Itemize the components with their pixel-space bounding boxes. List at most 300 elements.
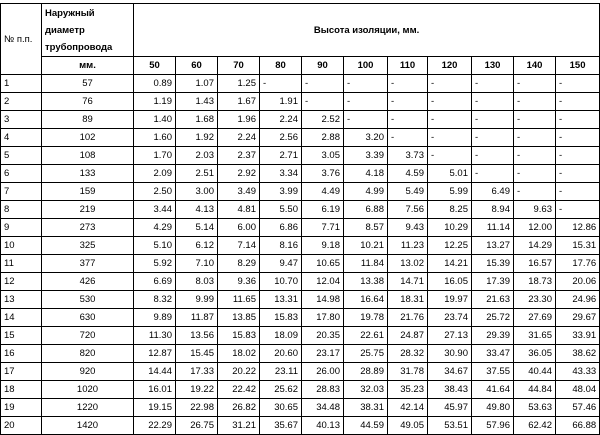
value-cell: - [556, 111, 600, 129]
value-cell: 27.69 [514, 309, 556, 327]
value-cell: 5.92 [134, 255, 176, 273]
value-cell: 30.65 [260, 399, 302, 417]
value-cell: 2.03 [176, 147, 218, 165]
value-cell: - [514, 147, 556, 165]
value-cell: 42.14 [388, 399, 428, 417]
value-cell: 4.29 [134, 219, 176, 237]
value-cell: 22.42 [218, 381, 260, 399]
value-cell: - [344, 93, 388, 111]
value-cell: 26.75 [176, 417, 218, 435]
value-cell: 19.97 [428, 291, 472, 309]
row-number: 9 [1, 219, 42, 237]
table-row [1, 183, 600, 201]
value-cell: 11.30 [134, 327, 176, 345]
row-number: 15 [1, 327, 42, 345]
value-cell: 23.74 [428, 309, 472, 327]
value-cell: 41.64 [472, 381, 514, 399]
value-cell: 57.46 [556, 399, 600, 417]
value-cell: 16.57 [514, 255, 556, 273]
row-number: 7 [1, 183, 42, 201]
value-cell: 37.55 [472, 363, 514, 381]
value-cell: - [556, 93, 600, 111]
value-cell: 1.25 [218, 75, 260, 93]
value-cell: 6.19 [302, 201, 344, 219]
value-cell: 3.49 [218, 183, 260, 201]
value-cell: 21.63 [472, 291, 514, 309]
value-cell: 4.18 [344, 165, 388, 183]
value-cell: 6.12 [176, 237, 218, 255]
header-row-units [1, 57, 600, 75]
height-col-header: 120 [428, 57, 472, 75]
diameter-header [42, 4, 134, 57]
value-cell: 2.09 [134, 165, 176, 183]
value-cell: 2.88 [302, 129, 344, 147]
height-col-header: 100 [344, 57, 388, 75]
pipe-diameter: 325 [42, 237, 134, 255]
value-cell: 1.60 [134, 129, 176, 147]
value-cell: 30.90 [428, 345, 472, 363]
value-cell: 43.33 [556, 363, 600, 381]
value-cell: 31.78 [388, 363, 428, 381]
value-cell: 6.49 [472, 183, 514, 201]
table-row [1, 165, 600, 183]
value-cell: - [556, 183, 600, 201]
value-cell: 28.89 [344, 363, 388, 381]
table-row [1, 399, 600, 417]
value-cell: 44.59 [344, 417, 388, 435]
height-col-header: 150 [556, 57, 600, 75]
row-number: 4 [1, 129, 42, 147]
height-col-header: 130 [472, 57, 514, 75]
value-cell: 25.75 [344, 345, 388, 363]
value-cell: 22.98 [176, 399, 218, 417]
value-cell: 11.87 [176, 309, 218, 327]
value-cell: 40.44 [514, 363, 556, 381]
row-number: 12 [1, 273, 42, 291]
value-cell: 15.83 [218, 327, 260, 345]
value-cell: 18.73 [514, 273, 556, 291]
value-cell: 7.71 [302, 219, 344, 237]
value-cell: 5.10 [134, 237, 176, 255]
value-cell: 13.38 [344, 273, 388, 291]
value-cell: 8.25 [428, 201, 472, 219]
value-cell: 1.43 [176, 93, 218, 111]
value-cell: 8.29 [218, 255, 260, 273]
pipe-diameter: 530 [42, 291, 134, 309]
value-cell: 5.01 [428, 165, 472, 183]
value-cell: 10.29 [428, 219, 472, 237]
table-row [1, 291, 600, 309]
row-number: 2 [1, 93, 42, 111]
value-cell: 25.62 [260, 381, 302, 399]
table-row [1, 345, 600, 363]
pipe-diameter: 920 [42, 363, 134, 381]
value-cell: 12.87 [134, 345, 176, 363]
row-number: 10 [1, 237, 42, 255]
value-cell: - [472, 129, 514, 147]
height-col-header: 110 [388, 57, 428, 75]
value-cell: 32.03 [344, 381, 388, 399]
value-cell: - [472, 75, 514, 93]
pipe-diameter: 102 [42, 129, 134, 147]
value-cell: - [514, 111, 556, 129]
value-cell: 31.65 [514, 327, 556, 345]
value-cell: 1.96 [218, 111, 260, 129]
value-cell: - [472, 147, 514, 165]
row-number: 5 [1, 147, 42, 165]
value-cell: 62.42 [514, 417, 556, 435]
height-col-header: 70 [218, 57, 260, 75]
value-cell: 8.94 [472, 201, 514, 219]
pipe-diameter: 820 [42, 345, 134, 363]
value-cell: 9.47 [260, 255, 302, 273]
value-cell: 2.50 [134, 183, 176, 201]
value-cell: - [556, 165, 600, 183]
value-cell: 2.37 [218, 147, 260, 165]
pipe-diameter: 89 [42, 111, 134, 129]
value-cell: - [428, 75, 472, 93]
value-cell: 11.65 [218, 291, 260, 309]
value-cell: 3.44 [134, 201, 176, 219]
value-cell: 16.01 [134, 381, 176, 399]
pipe-diameter: 426 [42, 273, 134, 291]
value-cell: 53.63 [514, 399, 556, 417]
value-cell: - [514, 183, 556, 201]
value-cell: 24.96 [556, 291, 600, 309]
value-cell: - [514, 93, 556, 111]
value-cell: - [388, 111, 428, 129]
value-cell: 35.23 [388, 381, 428, 399]
pipe-diameter: 377 [42, 255, 134, 273]
num-header: № п.п. [1, 4, 42, 75]
table-row [1, 129, 600, 147]
value-cell: - [344, 75, 388, 93]
value-cell: 10.70 [260, 273, 302, 291]
value-cell: - [514, 75, 556, 93]
value-cell: 24.87 [388, 327, 428, 345]
value-cell: 17.80 [302, 309, 344, 327]
value-cell: 14.21 [428, 255, 472, 273]
value-cell: 66.88 [556, 417, 600, 435]
value-cell: 1.19 [134, 93, 176, 111]
value-cell: 3.76 [302, 165, 344, 183]
pipe-diameter: 159 [42, 183, 134, 201]
value-cell: 36.05 [514, 345, 556, 363]
value-cell: 29.67 [556, 309, 600, 327]
value-cell: 25.72 [472, 309, 514, 327]
pipe-diameter: 630 [42, 309, 134, 327]
value-cell: 16.64 [344, 291, 388, 309]
value-cell: 9.89 [134, 309, 176, 327]
row-number: 20 [1, 417, 42, 435]
value-cell: 17.76 [556, 255, 600, 273]
value-cell: 35.67 [260, 417, 302, 435]
value-cell: 6.00 [218, 219, 260, 237]
pipe-diameter: 133 [42, 165, 134, 183]
value-cell: 23.11 [260, 363, 302, 381]
value-cell: - [428, 93, 472, 111]
table-row [1, 111, 600, 129]
value-cell: 3.05 [302, 147, 344, 165]
pipe-diameter: 273 [42, 219, 134, 237]
value-cell: 2.92 [218, 165, 260, 183]
value-cell: 21.76 [388, 309, 428, 327]
value-cell: 15.39 [472, 255, 514, 273]
value-cell: - [302, 93, 344, 111]
row-number: 17 [1, 363, 42, 381]
value-cell: 17.33 [176, 363, 218, 381]
value-cell: 28.32 [388, 345, 428, 363]
value-cell: 44.84 [514, 381, 556, 399]
row-number: 16 [1, 345, 42, 363]
value-cell: 11.23 [388, 237, 428, 255]
value-cell: 4.59 [388, 165, 428, 183]
value-cell: 20.22 [218, 363, 260, 381]
value-cell: 4.99 [344, 183, 388, 201]
value-cell: 7.14 [218, 237, 260, 255]
value-cell: 22.61 [344, 327, 388, 345]
value-cell: - [428, 147, 472, 165]
value-cell: 48.04 [556, 381, 600, 399]
value-cell: 18.09 [260, 327, 302, 345]
row-number: 1 [1, 75, 42, 93]
value-cell: - [514, 129, 556, 147]
value-cell: 38.43 [428, 381, 472, 399]
value-cell: 6.86 [260, 219, 302, 237]
value-cell: 15.31 [556, 237, 600, 255]
value-cell: 12.04 [302, 273, 344, 291]
value-cell: 1.07 [176, 75, 218, 93]
pipe-diameter: 720 [42, 327, 134, 345]
value-cell: 2.56 [260, 129, 302, 147]
value-cell: 13.27 [472, 237, 514, 255]
value-cell: 12.25 [428, 237, 472, 255]
value-cell: 26.00 [302, 363, 344, 381]
row-number: 6 [1, 165, 42, 183]
diameter-header-line-3: трубопровода [45, 41, 113, 53]
insulation-table [0, 3, 600, 435]
value-cell: 10.65 [302, 255, 344, 273]
value-cell: 38.62 [556, 345, 600, 363]
value-cell: 38.31 [344, 399, 388, 417]
value-cell: 15.45 [176, 345, 218, 363]
value-cell: 18.02 [218, 345, 260, 363]
value-cell: - [472, 165, 514, 183]
value-cell: 1.92 [176, 129, 218, 147]
row-number: 11 [1, 255, 42, 273]
table-row [1, 417, 600, 435]
table-row [1, 93, 600, 111]
row-number: 14 [1, 309, 42, 327]
height-col-header: 60 [176, 57, 218, 75]
value-cell: 4.49 [302, 183, 344, 201]
value-cell: - [556, 147, 600, 165]
value-cell: 57.96 [472, 417, 514, 435]
value-cell: 9.63 [514, 201, 556, 219]
value-cell: 8.32 [134, 291, 176, 309]
value-cell: 13.31 [260, 291, 302, 309]
value-cell: 11.14 [472, 219, 514, 237]
table-row [1, 201, 600, 219]
value-cell: 14.71 [388, 273, 428, 291]
value-cell: 8.03 [176, 273, 218, 291]
diameter-header-line-1: Наружный [45, 7, 95, 19]
value-cell: 1.67 [218, 93, 260, 111]
table-row [1, 273, 600, 291]
value-cell: 33.91 [556, 327, 600, 345]
value-cell: 13.85 [218, 309, 260, 327]
table-row [1, 255, 600, 273]
value-cell: - [428, 111, 472, 129]
value-cell: 9.36 [218, 273, 260, 291]
row-number: 13 [1, 291, 42, 309]
value-cell: - [388, 75, 428, 93]
pipe-diameter: 1220 [42, 399, 134, 417]
unit-header: мм. [42, 57, 134, 75]
row-number: 3 [1, 111, 42, 129]
value-cell: 1.70 [134, 147, 176, 165]
header-row-main [1, 4, 600, 57]
value-cell: 5.49 [388, 183, 428, 201]
value-cell: 29.39 [472, 327, 514, 345]
table-row [1, 309, 600, 327]
height-col-header: 140 [514, 57, 556, 75]
value-cell: 17.39 [472, 273, 514, 291]
value-cell: 3.20 [344, 129, 388, 147]
value-cell: 3.99 [260, 183, 302, 201]
value-cell: 5.14 [176, 219, 218, 237]
value-cell: 3.00 [176, 183, 218, 201]
value-cell: - [260, 75, 302, 93]
value-cell: 28.83 [302, 381, 344, 399]
value-cell: 19.78 [344, 309, 388, 327]
value-cell: 33.47 [472, 345, 514, 363]
table-row [1, 75, 600, 93]
table-row [1, 237, 600, 255]
value-cell: - [302, 75, 344, 93]
value-cell: 14.98 [302, 291, 344, 309]
value-cell: 14.29 [514, 237, 556, 255]
value-cell: 22.29 [134, 417, 176, 435]
value-cell: 2.24 [260, 111, 302, 129]
value-cell: 3.73 [388, 147, 428, 165]
value-cell: 9.43 [388, 219, 428, 237]
value-cell: 26.82 [218, 399, 260, 417]
value-cell: 2.71 [260, 147, 302, 165]
pipe-diameter: 57 [42, 75, 134, 93]
value-cell: 8.57 [344, 219, 388, 237]
table-row [1, 219, 600, 237]
value-cell: - [472, 93, 514, 111]
value-cell: 45.97 [428, 399, 472, 417]
value-cell: 6.88 [344, 201, 388, 219]
value-cell: 16.05 [428, 273, 472, 291]
value-cell: 13.56 [176, 327, 218, 345]
value-cell: 31.21 [218, 417, 260, 435]
value-cell: 2.51 [176, 165, 218, 183]
height-col-header: 90 [302, 57, 344, 75]
pipe-diameter: 108 [42, 147, 134, 165]
value-cell: 19.22 [176, 381, 218, 399]
value-cell: - [388, 129, 428, 147]
value-cell: 11.84 [344, 255, 388, 273]
value-cell: - [428, 129, 472, 147]
row-number: 18 [1, 381, 42, 399]
pipe-diameter: 219 [42, 201, 134, 219]
table-row [1, 147, 600, 165]
value-cell: 1.91 [260, 93, 302, 111]
value-cell: - [514, 165, 556, 183]
value-cell: 49.05 [388, 417, 428, 435]
pipe-diameter: 1420 [42, 417, 134, 435]
value-cell: 4.81 [218, 201, 260, 219]
value-cell: 40.13 [302, 417, 344, 435]
value-cell: 4.13 [176, 201, 218, 219]
value-cell: 49.80 [472, 399, 514, 417]
value-cell: 34.67 [428, 363, 472, 381]
value-cell: 27.13 [428, 327, 472, 345]
value-cell: 20.35 [302, 327, 344, 345]
table-row [1, 327, 600, 345]
value-cell: 23.17 [302, 345, 344, 363]
pipe-diameter: 1020 [42, 381, 134, 399]
value-cell: 20.06 [556, 273, 600, 291]
value-cell: - [556, 201, 600, 219]
value-cell: 15.83 [260, 309, 302, 327]
value-cell: 13.02 [388, 255, 428, 273]
value-cell: 6.69 [134, 273, 176, 291]
height-col-header: 50 [134, 57, 176, 75]
table-row [1, 363, 600, 381]
value-cell: 9.18 [302, 237, 344, 255]
value-cell: 5.99 [428, 183, 472, 201]
height-col-header: 80 [260, 57, 302, 75]
value-cell: 34.48 [302, 399, 344, 417]
value-cell: 8.16 [260, 237, 302, 255]
value-cell: 14.44 [134, 363, 176, 381]
table-row [1, 381, 600, 399]
value-cell: - [472, 111, 514, 129]
pipe-diameter: 76 [42, 93, 134, 111]
value-cell: 20.60 [260, 345, 302, 363]
value-cell: 7.10 [176, 255, 218, 273]
value-cell: 3.34 [260, 165, 302, 183]
value-cell: 23.30 [514, 291, 556, 309]
value-cell: 2.24 [218, 129, 260, 147]
value-cell: 5.50 [260, 201, 302, 219]
value-cell: 1.68 [176, 111, 218, 129]
value-cell: - [556, 75, 600, 93]
diameter-header-line-2: диаметр [45, 24, 85, 36]
value-cell: 7.56 [388, 201, 428, 219]
value-cell: 0.89 [134, 75, 176, 93]
value-cell: - [556, 129, 600, 147]
value-cell: 53.51 [428, 417, 472, 435]
value-cell: - [344, 111, 388, 129]
row-number: 19 [1, 399, 42, 417]
value-cell: 9.99 [176, 291, 218, 309]
value-cell: 19.15 [134, 399, 176, 417]
row-number: 8 [1, 201, 42, 219]
value-cell: 18.31 [388, 291, 428, 309]
value-cell: 12.00 [514, 219, 556, 237]
height-title-header: Высота изоляции, мм. [134, 4, 600, 57]
value-cell: 12.86 [556, 219, 600, 237]
value-cell: 3.39 [344, 147, 388, 165]
value-cell: 1.40 [134, 111, 176, 129]
table-body [1, 75, 600, 435]
value-cell: 10.21 [344, 237, 388, 255]
